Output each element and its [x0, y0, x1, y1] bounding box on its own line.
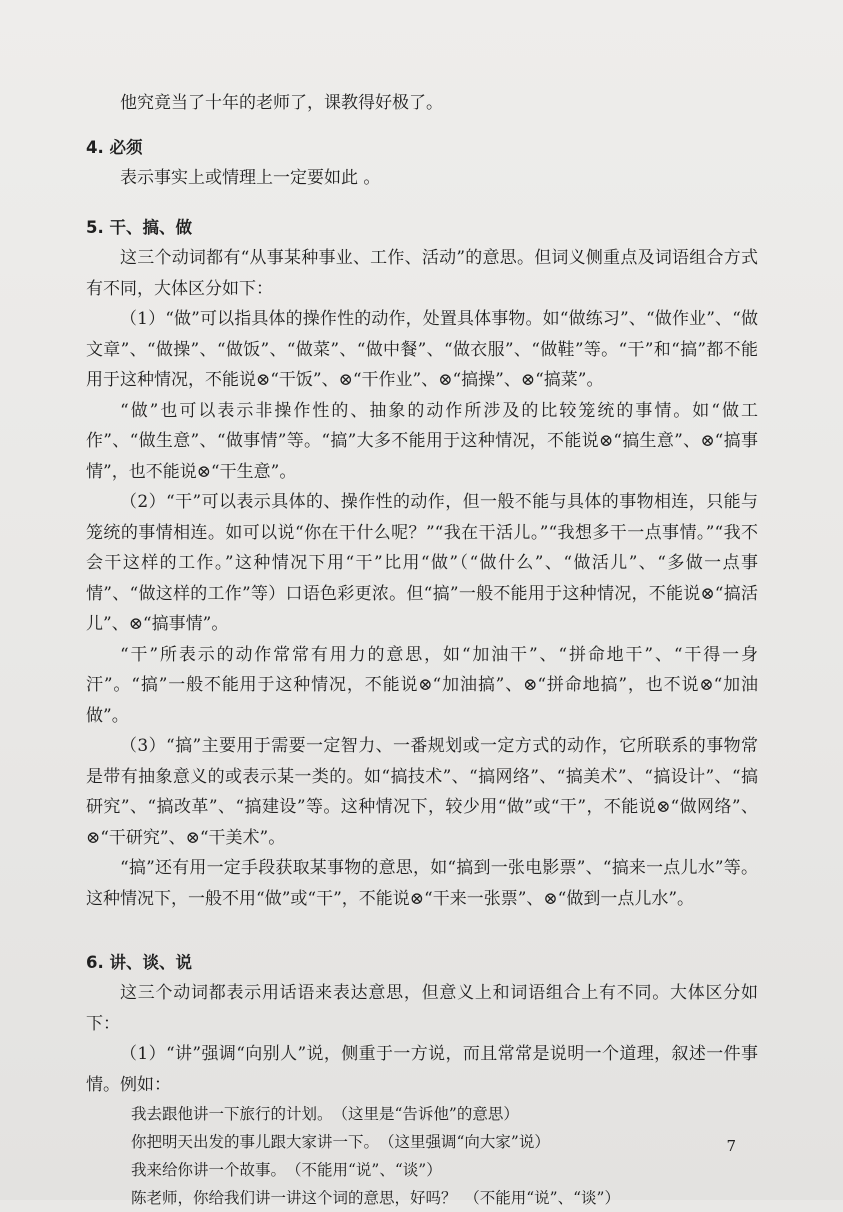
paragraph: “干”所表示的动作常常有用力的意思，如“加油干”、“拼命地干”、“干得一身汗”。“搞”一般不能用于这种情况，不能说⊗“加油搞”、⊗“拼命地搞”，也不说⊗“加油做”。 — [86, 644, 758, 726]
example-sentence: 你把明天出发的事儿跟大家讲一下。 （这里强调“向大家”说） — [131, 1133, 550, 1151]
example-sentence: 我去跟他讲一下旅行的计划。 （这里是“告诉他”的意思） — [131, 1105, 519, 1123]
paragraph: “搞”还有用一定手段获取某事物的意思，如“搞到一张电影票”、“搞来一点儿水”等。这种情况下，一般不用“做”或“干”，不能说⊗“干来一张票”、⊗“做到一点儿水”。 — [86, 858, 758, 909]
paragraph: （1）“做”可以指具体的操作性的动作，处置具体事物。如“做练习”、“做作业”、“做文章”、“做操”、“做饭”、“做菜”、“做中餐”、“做衣服”、“做鞋”等。“干”和“搞”都不能用于这种情况，不能说⊗“干饭”、⊗“干作业”、⊗“搞操”、⊗“搞菜”。 — [86, 309, 758, 390]
paragraph: 这三个动词都表示用话语来表达意思，但意义上和词语组合上有不同。大体区分如下： — [86, 983, 758, 1034]
paragraph: （2）“干”可以表示具体的、操作性的动作，但一般不能与具体的事物相连，只能与笼统的事情相连。如可以说“你在干什么呢？”“我在干活儿。”“我想多干一点事情。”“我不会干这样的工作。”这种情况下用“干”比用“做”（“做什么”、“做活儿”、“多做一点事情”、“做这样的工作”等）口语色彩更浓。但“搞”一般不能用于这种情况，不能说⊗“搞活儿”、⊗“搞事情”。 — [86, 492, 758, 634]
page-body — [86, 88, 758, 1212]
section-heading: 4. 必须 — [86, 137, 143, 157]
paragraph: “做”也可以表示非操作性的、抽象的动作所涉及的比较笼统的事情。如“做工作”、“做生意”、“做事情”等。“搞”大多不能用于这种情况，不能说⊗“搞生意”、⊗“搞事情”，也不能说⊗“干生意”。 — [86, 400, 758, 482]
paragraph: （1）“讲”强调“向别人”说，侧重于一方说，而且常常是说明一个道理，叙述一件事情。例如： — [86, 1044, 758, 1095]
page-number: 7 — [726, 1137, 736, 1155]
paragraph: 表示事实上或情理上一定要如此 。 — [120, 167, 381, 188]
section-heading: 6. 讲、谈、说 — [86, 953, 192, 972]
paragraph: 他究竟当了十年的老师了，课教得好极了。 — [120, 93, 443, 113]
spacer — [86, 193, 758, 213]
spacer — [86, 914, 758, 948]
spacer — [86, 119, 758, 133]
example-sentence: 陈老师，你给我们讲一讲这个词的意思，好吗？ （不能用“说”、“谈”） — [131, 1189, 620, 1207]
example-sentence: 我来给你讲一个故事。 （不能用“说”、“谈”） — [131, 1161, 442, 1179]
section-heading: 5. 干、搞、做 — [86, 218, 192, 237]
paragraph: 这三个动词都有“从事某种事业、工作、活动”的意思。但词义侧重点及词语组合方式有不同，大体区分如下： — [86, 248, 758, 299]
paragraph: （3）“搞”主要用于需要一定智力、一番规划或一定方式的动作，它所联系的事物常是带有抽象意义的或表示某一类的。如“搞技术”、“搞网络”、“搞美术”、“搞设计”、“搞研究”、“搞改革”、“搞建设”等。这种情况下，较少用“做”或“干”，不能说⊗“做网络”、⊗“干研究”、⊗“干美术”。 — [86, 736, 758, 848]
